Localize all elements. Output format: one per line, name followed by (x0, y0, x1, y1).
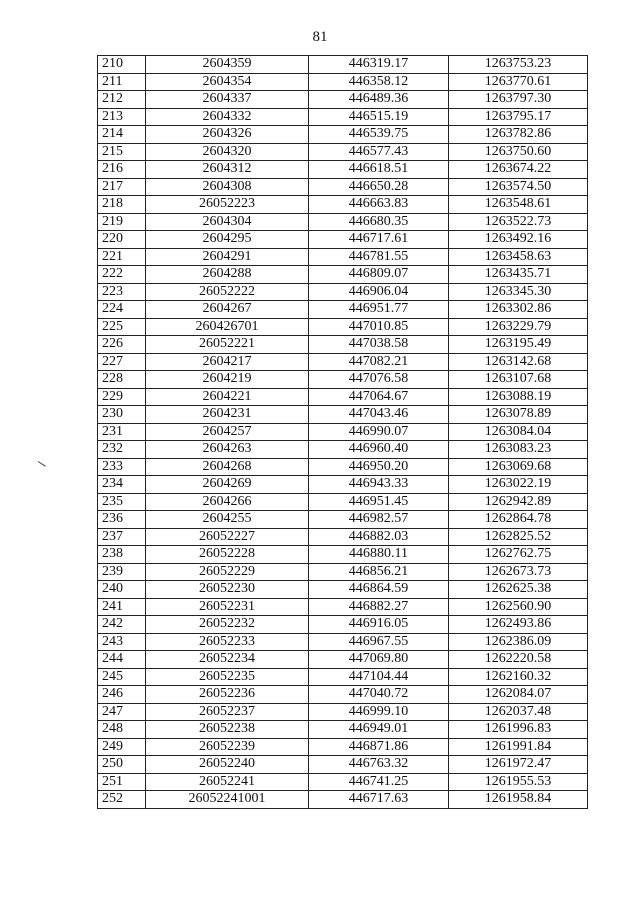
table-row (98, 668, 588, 686)
row-number-cell: 227 (98, 353, 146, 371)
point-code-cell: 2604308 (146, 178, 309, 196)
point-code-cell: 2604326 (146, 126, 309, 144)
x-coordinate-cell: 447043.46 (309, 406, 449, 424)
x-coordinate-cell: 447040.72 (309, 686, 449, 704)
x-coordinate-cell: 446871.86 (309, 738, 449, 756)
point-code-cell: 260426701 (146, 318, 309, 336)
x-coordinate-cell: 447038.58 (309, 336, 449, 354)
point-code-cell: 2604304 (146, 213, 309, 231)
y-coordinate-cell: 1263435.71 (449, 266, 588, 284)
table-row (98, 773, 588, 791)
row-number-cell: 217 (98, 178, 146, 196)
row-number-cell: 251 (98, 773, 146, 791)
point-code-cell: 26052232 (146, 616, 309, 634)
row-number-cell: 210 (98, 56, 146, 74)
x-coordinate-cell: 446982.57 (309, 511, 449, 529)
y-coordinate-cell: 1263069.68 (449, 458, 588, 476)
y-coordinate-cell: 1262762.75 (449, 546, 588, 564)
row-number-cell: 219 (98, 213, 146, 231)
x-coordinate-cell: 446577.43 (309, 143, 449, 161)
row-number-cell: 229 (98, 388, 146, 406)
table-row (98, 493, 588, 511)
x-coordinate-cell: 447104.44 (309, 668, 449, 686)
x-coordinate-cell: 446882.03 (309, 528, 449, 546)
row-number-cell: 234 (98, 476, 146, 494)
row-number-cell: 244 (98, 651, 146, 669)
row-number-cell: 224 (98, 301, 146, 319)
table-row (98, 196, 588, 214)
x-coordinate-cell: 446960.40 (309, 441, 449, 459)
point-code-cell: 2604320 (146, 143, 309, 161)
x-coordinate-cell: 446880.11 (309, 546, 449, 564)
y-coordinate-cell: 1262625.38 (449, 581, 588, 599)
point-code-cell: 2604219 (146, 371, 309, 389)
y-coordinate-cell: 1262160.32 (449, 668, 588, 686)
row-number-cell: 252 (98, 791, 146, 809)
y-coordinate-cell: 1262084.07 (449, 686, 588, 704)
table-row (98, 441, 588, 459)
table-row (98, 563, 588, 581)
row-number-cell: 232 (98, 441, 146, 459)
y-coordinate-cell: 1263574.50 (449, 178, 588, 196)
x-coordinate-cell: 446916.05 (309, 616, 449, 634)
row-number-cell: 238 (98, 546, 146, 564)
x-coordinate-cell: 447076.58 (309, 371, 449, 389)
table-row (98, 458, 588, 476)
table-row (98, 703, 588, 721)
y-coordinate-cell: 1262493.86 (449, 616, 588, 634)
row-number-cell: 212 (98, 91, 146, 109)
point-code-cell: 26052223 (146, 196, 309, 214)
x-coordinate-cell: 446515.19 (309, 108, 449, 126)
x-coordinate-cell: 446949.01 (309, 721, 449, 739)
point-code-cell: 26052241 (146, 773, 309, 791)
table-row (98, 686, 588, 704)
row-number-cell: 218 (98, 196, 146, 214)
table-row (98, 248, 588, 266)
x-coordinate-cell: 446856.21 (309, 563, 449, 581)
y-coordinate-cell: 1263229.79 (449, 318, 588, 336)
row-number-cell: 215 (98, 143, 146, 161)
table-row (98, 756, 588, 774)
y-coordinate-cell: 1263195.49 (449, 336, 588, 354)
point-code-cell: 26052230 (146, 581, 309, 599)
table-row (98, 126, 588, 144)
table-row (98, 73, 588, 91)
point-code-cell: 2604221 (146, 388, 309, 406)
row-number-cell: 241 (98, 598, 146, 616)
row-number-cell: 228 (98, 371, 146, 389)
row-number-cell: 214 (98, 126, 146, 144)
point-code-cell: 2604217 (146, 353, 309, 371)
point-code-cell: 26052229 (146, 563, 309, 581)
point-code-cell: 26052237 (146, 703, 309, 721)
y-coordinate-cell: 1261996.83 (449, 721, 588, 739)
x-coordinate-cell: 446319.17 (309, 56, 449, 74)
x-coordinate-cell: 447069.80 (309, 651, 449, 669)
row-number-cell: 230 (98, 406, 146, 424)
point-code-cell: 2604231 (146, 406, 309, 424)
y-coordinate-cell: 1263753.23 (449, 56, 588, 74)
x-coordinate-cell: 446358.12 (309, 73, 449, 91)
row-number-cell: 236 (98, 511, 146, 529)
point-code-cell: 26052238 (146, 721, 309, 739)
row-number-cell: 216 (98, 161, 146, 179)
table-row (98, 336, 588, 354)
x-coordinate-cell: 446943.33 (309, 476, 449, 494)
x-coordinate-cell: 446864.59 (309, 581, 449, 599)
y-coordinate-cell: 1263302.86 (449, 301, 588, 319)
point-code-cell: 26052234 (146, 651, 309, 669)
x-coordinate-cell: 446680.35 (309, 213, 449, 231)
y-coordinate-cell: 1263345.30 (449, 283, 588, 301)
x-coordinate-cell: 447064.67 (309, 388, 449, 406)
table-row (98, 178, 588, 196)
table-row (98, 406, 588, 424)
y-coordinate-cell: 1263078.89 (449, 406, 588, 424)
y-coordinate-cell: 1263782.86 (449, 126, 588, 144)
row-number-cell: 240 (98, 581, 146, 599)
y-coordinate-cell: 1263548.61 (449, 196, 588, 214)
table-row (98, 318, 588, 336)
table-row (98, 353, 588, 371)
table-row (98, 738, 588, 756)
table-row (98, 301, 588, 319)
point-code-cell: 26052227 (146, 528, 309, 546)
x-coordinate-cell: 446809.07 (309, 266, 449, 284)
x-coordinate-cell: 446618.51 (309, 161, 449, 179)
x-coordinate-cell: 446906.04 (309, 283, 449, 301)
table-row (98, 651, 588, 669)
row-number-cell: 220 (98, 231, 146, 249)
point-code-cell: 26052233 (146, 633, 309, 651)
y-coordinate-cell: 1262560.90 (449, 598, 588, 616)
row-number-cell: 246 (98, 686, 146, 704)
y-coordinate-cell: 1262673.73 (449, 563, 588, 581)
x-coordinate-cell: 446999.10 (309, 703, 449, 721)
x-coordinate-cell: 446951.45 (309, 493, 449, 511)
x-coordinate-cell: 447010.85 (309, 318, 449, 336)
table-row (98, 616, 588, 634)
x-coordinate-cell: 446741.25 (309, 773, 449, 791)
y-coordinate-cell: 1263142.68 (449, 353, 588, 371)
point-code-cell: 2604263 (146, 441, 309, 459)
x-coordinate-cell: 446950.20 (309, 458, 449, 476)
table-row (98, 476, 588, 494)
x-coordinate-cell: 446717.63 (309, 791, 449, 809)
x-coordinate-cell: 446781.55 (309, 248, 449, 266)
point-code-cell: 2604255 (146, 511, 309, 529)
y-coordinate-cell: 1261972.47 (449, 756, 588, 774)
x-coordinate-cell: 447082.21 (309, 353, 449, 371)
point-code-cell: 26052231 (146, 598, 309, 616)
point-code-cell: 2604312 (146, 161, 309, 179)
row-number-cell: 248 (98, 721, 146, 739)
point-code-cell: 26052235 (146, 668, 309, 686)
page-number: 81 (312, 29, 328, 45)
y-coordinate-cell: 1262942.89 (449, 493, 588, 511)
row-number-cell: 233 (98, 458, 146, 476)
y-coordinate-cell: 1261991.84 (449, 738, 588, 756)
table-row (98, 598, 588, 616)
row-number-cell: 231 (98, 423, 146, 441)
y-coordinate-cell: 1262825.52 (449, 528, 588, 546)
row-number-cell: 211 (98, 73, 146, 91)
x-coordinate-cell: 446650.28 (309, 178, 449, 196)
table-row (98, 371, 588, 389)
y-coordinate-cell: 1263083.23 (449, 441, 588, 459)
table-row (98, 231, 588, 249)
row-number-cell: 247 (98, 703, 146, 721)
table-row (98, 161, 588, 179)
y-coordinate-cell: 1262864.78 (449, 511, 588, 529)
row-number-cell: 239 (98, 563, 146, 581)
y-coordinate-cell: 1263084.04 (449, 423, 588, 441)
table-row (98, 213, 588, 231)
row-number-cell: 222 (98, 266, 146, 284)
point-code-cell: 2604257 (146, 423, 309, 441)
point-code-cell: 26052236 (146, 686, 309, 704)
table-row (98, 266, 588, 284)
y-coordinate-cell: 1263458.63 (449, 248, 588, 266)
row-number-cell: 250 (98, 756, 146, 774)
point-code-cell: 2604354 (146, 73, 309, 91)
point-code-cell: 2604337 (146, 91, 309, 109)
point-code-cell: 26052239 (146, 738, 309, 756)
row-number-cell: 213 (98, 108, 146, 126)
x-coordinate-cell: 446990.07 (309, 423, 449, 441)
scan-mark (38, 461, 46, 467)
table-row (98, 633, 588, 651)
x-coordinate-cell: 446951.77 (309, 301, 449, 319)
coordinates-table (97, 55, 588, 809)
table-row (98, 423, 588, 441)
table-row (98, 791, 588, 809)
y-coordinate-cell: 1263674.22 (449, 161, 588, 179)
x-coordinate-cell: 446663.83 (309, 196, 449, 214)
point-code-cell: 2604359 (146, 56, 309, 74)
x-coordinate-cell: 446717.61 (309, 231, 449, 249)
y-coordinate-cell: 1263770.61 (449, 73, 588, 91)
y-coordinate-cell: 1262220.58 (449, 651, 588, 669)
x-coordinate-cell: 446763.32 (309, 756, 449, 774)
x-coordinate-cell: 446489.36 (309, 91, 449, 109)
point-code-cell: 2604288 (146, 266, 309, 284)
row-number-cell: 245 (98, 668, 146, 686)
y-coordinate-cell: 1263022.19 (449, 476, 588, 494)
table-row (98, 283, 588, 301)
row-number-cell: 235 (98, 493, 146, 511)
x-coordinate-cell: 446882.27 (309, 598, 449, 616)
point-code-cell: 2604332 (146, 108, 309, 126)
row-number-cell: 249 (98, 738, 146, 756)
row-number-cell: 221 (98, 248, 146, 266)
y-coordinate-cell: 1262037.48 (449, 703, 588, 721)
point-code-cell: 2604266 (146, 493, 309, 511)
point-code-cell: 26052221 (146, 336, 309, 354)
table-row (98, 108, 588, 126)
table-row (98, 511, 588, 529)
y-coordinate-cell: 1261958.84 (449, 791, 588, 809)
table-row (98, 546, 588, 564)
row-number-cell: 237 (98, 528, 146, 546)
y-coordinate-cell: 1261955.53 (449, 773, 588, 791)
row-number-cell: 243 (98, 633, 146, 651)
table-body (98, 56, 588, 809)
table-row (98, 721, 588, 739)
point-code-cell: 2604267 (146, 301, 309, 319)
x-coordinate-cell: 446967.55 (309, 633, 449, 651)
table-row (98, 528, 588, 546)
y-coordinate-cell: 1263795.17 (449, 108, 588, 126)
row-number-cell: 223 (98, 283, 146, 301)
y-coordinate-cell: 1263522.73 (449, 213, 588, 231)
y-coordinate-cell: 1263492.16 (449, 231, 588, 249)
point-code-cell: 2604269 (146, 476, 309, 494)
point-code-cell: 26052228 (146, 546, 309, 564)
row-number-cell: 225 (98, 318, 146, 336)
y-coordinate-cell: 1263797.30 (449, 91, 588, 109)
row-number-cell: 226 (98, 336, 146, 354)
point-code-cell: 26052240 (146, 756, 309, 774)
point-code-cell: 2604291 (146, 248, 309, 266)
y-coordinate-cell: 1263750.60 (449, 143, 588, 161)
row-number-cell: 242 (98, 616, 146, 634)
table-row (98, 56, 588, 74)
x-coordinate-cell: 446539.75 (309, 126, 449, 144)
point-code-cell: 2604295 (146, 231, 309, 249)
point-code-cell: 2604268 (146, 458, 309, 476)
table-row (98, 388, 588, 406)
table-row (98, 91, 588, 109)
point-code-cell: 26052222 (146, 283, 309, 301)
table-row (98, 581, 588, 599)
point-code-cell: 26052241001 (146, 791, 309, 809)
y-coordinate-cell: 1263107.68 (449, 371, 588, 389)
table-row (98, 143, 588, 161)
y-coordinate-cell: 1262386.09 (449, 633, 588, 651)
y-coordinate-cell: 1263088.19 (449, 388, 588, 406)
